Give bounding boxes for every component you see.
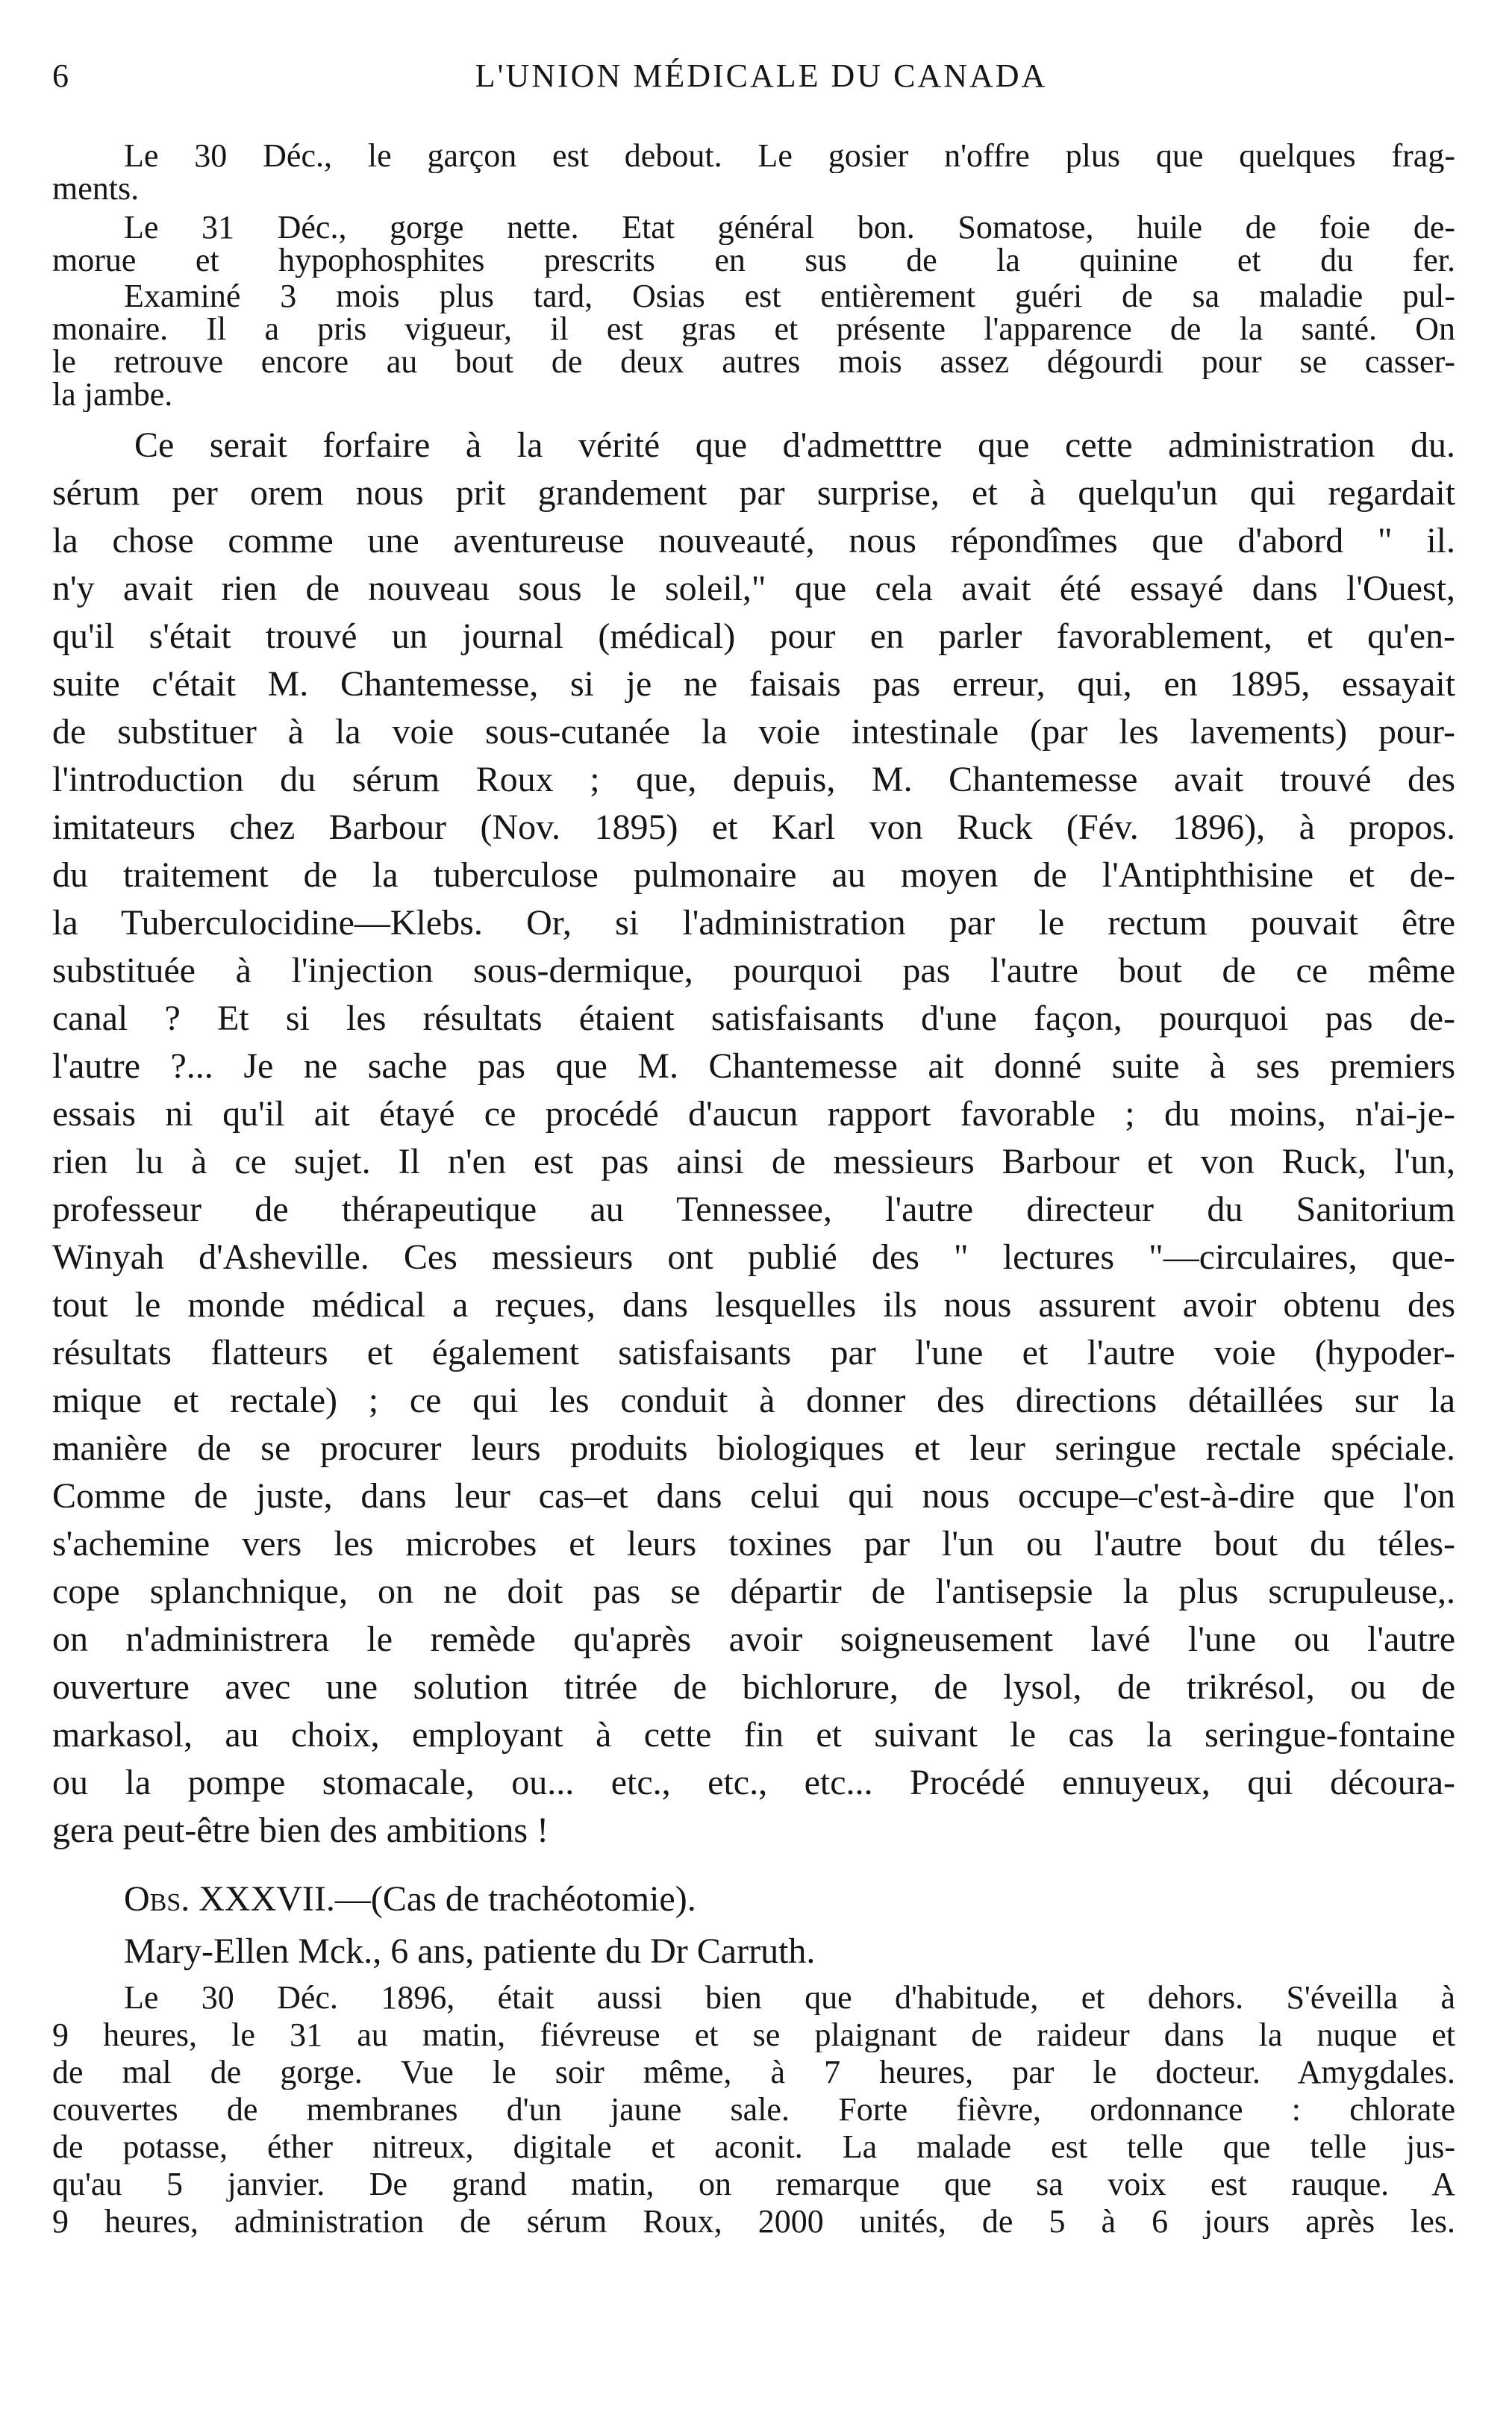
page-number: 6	[52, 57, 70, 94]
text-line: ments.	[52, 173, 140, 206]
text-line: de potasse, éther nitreux, digitale et aconit. La malade est telle que telle jus-	[52, 2131, 1455, 2164]
text-line: morue et hypophosphites prescrits en sus de la quinine et du fer.	[52, 245, 1455, 278]
text-line: canal ? Et si les résultats étaient satisfaisants d'une façon, pourquoi pas de-	[52, 1000, 1455, 1038]
text-line: on n'administrera le remède qu'après avoir soigneusement lavé l'une ou l'autre	[52, 1621, 1455, 1659]
text-line: l'introduction du sérum Roux ; que, depuis, M. Chantemesse avait trouvé des	[52, 761, 1455, 799]
text-line: Comme de juste, dans leur cas–et dans celui qui nous occupe–c'est-à-dire que l'on	[52, 1478, 1455, 1516]
text-line: Ce serait forfaire à la vérité que d'admetttre que cette administration du.	[134, 427, 1455, 465]
text-line: Examiné 3 mois plus tard, Osias est entièrement guéri de sa maladie pul-	[124, 281, 1455, 313]
text-line: le retrouve encore au bout de deux autres mois assez dégourdi pour se casser-	[52, 346, 1455, 379]
text-line: de substituer à la voie sous-cutanée la voie intestinale (par les lavements) pour-	[52, 713, 1455, 752]
text-line: Le 30 Déc. 1896, était aussi bien que d'habitude, et dehors. S'éveilla à	[124, 1982, 1455, 2015]
text-line: résultats flatteurs et également satisfaisants par l'une et l'autre voie (hypoder-	[52, 1334, 1455, 1372]
text-line: markasol, au choix, employant à cette fin et suivant le cas la seringue-fontaine	[52, 1717, 1455, 1755]
text-line: 9 heures, le 31 au matin, fiévreuse et se plaignant de raideur dans la nuque et	[52, 2020, 1455, 2052]
text-line: Mary-Ellen Mck., 6 ans, patiente du Dr Carruth.	[124, 1933, 816, 1971]
text-line: cope splanchnique, on ne doit pas se départir de l'antisepsie la plus scrupuleuse,.	[52, 1573, 1455, 1611]
text-line: mique et rectale) ; ce qui les conduit à donner des directions détaillées sur la	[52, 1382, 1455, 1420]
text-line: de mal de gorge. Vue le soir même, à 7 heures, par le docteur. Amygdales.	[52, 2057, 1455, 2090]
text-line: sérum per orem nous prit grandement par surprise, et à quelqu'un qui regardait	[52, 475, 1455, 513]
text-line: professeur de thérapeutique au Tennessee, l'autre directeur du Sanitorium	[52, 1191, 1455, 1229]
page-header	[52, 57, 1470, 109]
text-line: du traitement de la tuberculose pulmonaire au moyen de l'Antiphthisine et de-	[52, 857, 1455, 895]
text-line: qu'il s'était trouvé un journal (médical) pour en parler favorablement, et qu'en-	[52, 618, 1455, 656]
text-line: rien lu à ce sujet. Il n'en est pas ainsi de messieurs Barbour et von Ruck, l'un,	[52, 1143, 1455, 1181]
observation-label: Obs. XXXVII.	[124, 1881, 335, 1919]
text-line: ouverture avec une solution titrée de bichlorure, de lysol, de trikrésol, ou de	[52, 1669, 1455, 1707]
text-line: suite c'était M. Chantemesse, si je ne faisais pas erreur, qui, en 1895, essayait	[52, 666, 1455, 704]
text-line: Winyah d'Asheville. Ces messieurs ont publié des " lectures "—circulaires, que-	[52, 1239, 1455, 1277]
text-line: monaire. Il a pris vigueur, il est gras et présente l'apparence de la santé. On	[52, 313, 1455, 346]
text-line: la Tuberculocidine—Klebs. Or, si l'administration par le rectum pouvait être	[52, 905, 1455, 943]
text-line: n'y avait rien de nouveau sous le soleil," que cela avait été essayé dans l'Ouest,	[52, 570, 1455, 608]
text-line: imitateurs chez Barbour (Nov. 1895) et Karl von Ruck (Fév. 1896), à propos.	[52, 809, 1455, 847]
text-line: tout le monde médical a reçues, dans lesquelles ils nous assurent avoir obtenu des	[52, 1287, 1455, 1325]
observation-title: —(Cas de trachéotomie).	[334, 1881, 696, 1919]
observation-heading	[52, 1881, 1455, 1919]
text-line: couvertes de membranes d'un jaune sale. Forte fièvre, ordonnance : chlorate	[52, 2094, 1455, 2127]
text-line: la chose comme une aventureuse nouveauté, nous répondîmes que d'abord " il.	[52, 522, 1455, 560]
text-line: Le 31 Déc., gorge nette. Etat général bon. Somatose, huile de foie de-	[124, 212, 1455, 245]
text-line: gera peut-être bien des ambitions !	[52, 1812, 549, 1850]
text-line: essais ni qu'il ait étayé ce procédé d'aucun rapport favorable ; du moins, n'ai-je-	[52, 1096, 1455, 1134]
text-line: 9 heures, administration de sérum Roux, 2000 unités, de 5 à 6 jours après les.	[52, 2206, 1455, 2239]
text-line: qu'au 5 janvier. De grand matin, on remarque que sa voix est rauque. A	[52, 2169, 1455, 2202]
running-title: L'UNION MÉDICALE DU CANADA	[475, 57, 1048, 94]
text-line: l'autre ?... Je ne sache pas que M. Chantemesse ait donné suite à ses premiers	[52, 1048, 1455, 1086]
text-line: la jambe.	[52, 379, 173, 412]
text-line: manière de se procurer leurs produits biologiques et leur seringue rectale spéciale.	[52, 1430, 1455, 1468]
text-line: s'achemine vers les microbes et leurs toxines par l'un ou l'autre bout du téles-	[52, 1525, 1455, 1564]
text-line: substituée à l'injection sous-dermique, pourquoi pas l'autre bout de ce même	[52, 952, 1455, 990]
text-line: ou la pompe stomacale, ou... etc., etc., etc... Procédé ennuyeux, qui découra-	[52, 1764, 1455, 1802]
text-line: Le 30 Déc., le garçon est debout. Le gosier n'offre plus que quelques frag-	[124, 140, 1455, 173]
